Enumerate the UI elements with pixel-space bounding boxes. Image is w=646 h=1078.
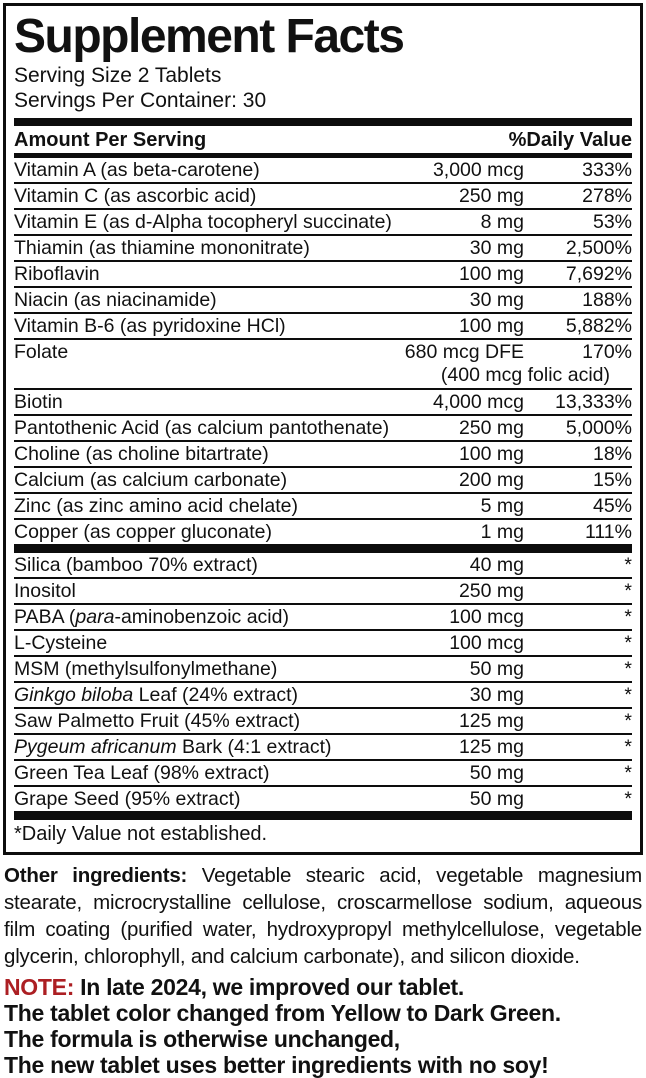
nutrient-row xyxy=(14,785,632,811)
note-line-2: The tablet color changed from Yellow to Dark Green. xyxy=(4,1000,561,1026)
nutrient-row-line xyxy=(14,442,632,466)
serving-size: Serving Size 2 Tablets xyxy=(14,64,222,87)
nutrient-daily-value: * xyxy=(624,736,632,758)
other-ingredients-text: Vegetable stearic acid, vegetable magnesium stearate, microcrystalline cellulose, croscarmellose sodium, aqueous film coating (purified water, hydroxypropyl methylcellulose, vegetable glycerin, chlorophyll, and calcium carbonate), and silicon dioxide. xyxy=(4,864,642,968)
nutrient-name: Saw Palmetto Fruit (45% extract) xyxy=(14,710,301,732)
nutrient-name: Niacin (as niacinamide) xyxy=(14,289,217,311)
nutrient-daily-value: 5,000% xyxy=(565,417,632,439)
nutrient-amount: 30 mg xyxy=(469,289,524,311)
nutrient-daily-value: 7,692% xyxy=(565,263,632,285)
nutrient-row xyxy=(14,553,632,577)
nutrient-row-subtext: (400 mcg folic acid) xyxy=(440,364,610,386)
nutrient-daily-value: 278% xyxy=(582,185,632,207)
nutrient-amount: 125 mg xyxy=(458,710,524,732)
nutrient-amount: 100 mg xyxy=(458,263,524,285)
nutrient-row-line xyxy=(14,236,632,260)
note-line-4: The new tablet uses better ingredients with no soy! xyxy=(4,1052,549,1078)
nutrient-amount: 50 mg xyxy=(469,658,524,680)
nutrient-row xyxy=(14,440,632,466)
nutrient-row xyxy=(14,208,632,234)
nutrient-daily-value: * xyxy=(624,580,632,602)
nutrient-row xyxy=(14,466,632,492)
divider-thick-bottom xyxy=(14,811,632,820)
nutrient-row-line xyxy=(14,553,632,577)
nutrient-name: Inositol xyxy=(14,580,76,602)
nutrient-row xyxy=(14,629,632,655)
nutrient-amount: 3,000 mcg xyxy=(432,159,524,181)
nutrient-row-line xyxy=(14,579,632,603)
nutrient-row xyxy=(14,182,632,208)
nutrient-name: Grape Seed (95% extract) xyxy=(14,788,241,810)
nutrient-daily-value: * xyxy=(624,762,632,784)
column-header-amount: Amount Per Serving xyxy=(14,129,207,151)
nutrient-name: Copper (as copper gluconate) xyxy=(14,521,272,543)
nutrient-amount: 1 mg xyxy=(480,521,524,543)
nutrient-row-line xyxy=(14,683,632,707)
note-paragraph xyxy=(4,974,642,1078)
nutrient-amount: 4,000 mcg xyxy=(432,391,524,413)
nutrient-rows-main xyxy=(14,158,632,544)
nutrient-daily-value: 188% xyxy=(582,289,632,311)
nutrient-name: Folate xyxy=(14,341,69,363)
nutrient-rows-other xyxy=(14,553,632,811)
nutrient-name: Ginkgo biloba Leaf (24% extract) xyxy=(14,684,298,706)
nutrient-name: Calcium (as calcium carbonate) xyxy=(14,469,288,491)
nutrient-daily-value: 333% xyxy=(582,159,632,181)
note-line-3: The formula is otherwise unchanged, xyxy=(4,1026,400,1052)
note-line-1-text: In late 2024, we improved our tablet. xyxy=(74,974,465,1000)
nutrient-amount: 100 mcg xyxy=(449,632,524,654)
nutrient-row xyxy=(14,655,632,681)
nutrient-amount: 250 mg xyxy=(458,417,524,439)
nutrient-row xyxy=(14,707,632,733)
nutrient-row-line xyxy=(14,468,632,492)
nutrient-name: Riboflavin xyxy=(14,263,100,285)
nutrient-daily-value: * xyxy=(624,658,632,680)
nutrient-row-line xyxy=(14,210,632,234)
nutrient-name: Thiamin (as thiamine mononitrate) xyxy=(14,237,310,259)
nutrient-name: Vitamin C (as ascorbic acid) xyxy=(14,185,257,207)
nutrient-row-line xyxy=(14,520,632,544)
nutrient-row xyxy=(14,312,632,338)
nutrient-row xyxy=(14,260,632,286)
nutrient-row-line xyxy=(14,657,632,681)
nutrient-row xyxy=(14,338,632,388)
nutrient-name: PABA (para-aminobenzoic acid) xyxy=(14,606,289,628)
nutrient-row-line xyxy=(14,761,632,785)
nutrient-row-line xyxy=(14,605,632,629)
nutrient-row-line xyxy=(14,340,632,364)
nutrient-daily-value: 45% xyxy=(592,495,632,517)
nutrient-row xyxy=(14,603,632,629)
nutrient-amount: 100 mg xyxy=(458,315,524,337)
nutrient-daily-value: 111% xyxy=(585,521,632,543)
supplement-facts-panel xyxy=(3,3,643,855)
column-header-daily-value: %Daily Value xyxy=(508,129,632,151)
nutrient-name: Choline (as choline bitartrate) xyxy=(14,443,269,465)
nutrient-row-line xyxy=(14,735,632,759)
nutrient-row-line xyxy=(14,184,632,208)
nutrient-row xyxy=(14,158,632,182)
column-header-row xyxy=(14,126,632,153)
nutrient-row xyxy=(14,388,632,414)
nutrient-name: L-Cysteine xyxy=(14,632,108,654)
nutrient-amount: 125 mg xyxy=(458,736,524,758)
nutrient-amount: 250 mg xyxy=(458,185,524,207)
nutrient-amount: 8 mg xyxy=(480,211,524,233)
nutrient-row-line xyxy=(14,314,632,338)
nutrient-amount: 50 mg xyxy=(469,762,524,784)
nutrient-name: Pantothenic Acid (as calcium pantothenate) xyxy=(14,417,390,439)
nutrient-name: Pygeum africanum Bark (4:1 extract) xyxy=(14,736,332,758)
nutrient-row-line xyxy=(14,158,632,182)
nutrient-row xyxy=(14,759,632,785)
nutrient-row xyxy=(14,492,632,518)
nutrient-name: Silica (bamboo 70% extract) xyxy=(14,554,258,576)
nutrient-daily-value: * xyxy=(624,632,632,654)
nutrient-amount: 680 mcg DFE xyxy=(404,341,524,363)
other-ingredients-paragraph xyxy=(4,862,642,970)
nutrient-row xyxy=(14,518,632,544)
nutrient-amount: 40 mg xyxy=(469,554,524,576)
nutrient-row-line xyxy=(14,709,632,733)
nutrient-daily-value: 53% xyxy=(592,211,632,233)
nutrient-daily-value: * xyxy=(624,684,632,706)
nutrient-row-line xyxy=(14,787,632,811)
nutrient-row xyxy=(14,681,632,707)
nutrient-amount: 5 mg xyxy=(480,495,524,517)
nutrient-daily-value: 170% xyxy=(582,341,632,363)
nutrient-row-line xyxy=(14,262,632,286)
panel-title: Supplement Facts xyxy=(14,10,404,63)
nutrient-row-line xyxy=(14,631,632,655)
nutrient-row xyxy=(14,414,632,440)
nutrient-daily-value: * xyxy=(624,554,632,576)
nutrient-amount: 250 mg xyxy=(458,580,524,602)
nutrient-row-line xyxy=(14,390,632,414)
daily-value-footnote: *Daily Value not established. xyxy=(14,823,268,845)
nutrient-daily-value: 13,333% xyxy=(555,391,632,413)
note-line-1 xyxy=(4,974,642,1000)
nutrient-amount: 30 mg xyxy=(469,684,524,706)
other-ingredients-label: Other ingredients: xyxy=(4,864,188,887)
nutrient-name: MSM (methylsulfonylmethane) xyxy=(14,658,278,680)
nutrient-daily-value: 5,882% xyxy=(565,315,632,337)
nutrient-name: Biotin xyxy=(14,391,63,413)
nutrient-row xyxy=(14,733,632,759)
nutrient-amount: 200 mg xyxy=(458,469,524,491)
nutrient-daily-value: 2,500% xyxy=(565,237,632,259)
divider-thick-top xyxy=(14,118,632,126)
servings-per-container: Servings Per Container: 30 xyxy=(14,89,267,112)
nutrient-name: Zinc (as zinc amino acid chelate) xyxy=(14,495,298,517)
nutrient-row xyxy=(14,234,632,260)
nutrient-row-line xyxy=(14,416,632,440)
nutrient-daily-value: 15% xyxy=(592,469,632,491)
nutrient-daily-value: * xyxy=(624,606,632,628)
nutrient-row-line xyxy=(14,494,632,518)
nutrient-amount: 30 mg xyxy=(469,237,524,259)
note-label: NOTE: xyxy=(4,974,75,1000)
nutrient-amount: 100 mg xyxy=(458,443,524,465)
nutrient-daily-value: * xyxy=(624,788,632,810)
nutrient-name: Vitamin B-6 (as pyridoxine HCl) xyxy=(14,315,286,337)
nutrient-row-line xyxy=(14,288,632,312)
nutrient-daily-value: * xyxy=(624,710,632,732)
nutrient-name: Vitamin A (as beta-carotene) xyxy=(14,159,260,181)
nutrient-name: Vitamin E (as d-Alpha tocopheryl succinate) xyxy=(14,211,392,233)
nutrient-amount: 50 mg xyxy=(469,788,524,810)
nutrient-row xyxy=(14,577,632,603)
nutrient-name: Green Tea Leaf (98% extract) xyxy=(14,762,270,784)
divider-thick-middle xyxy=(14,544,632,553)
nutrient-row xyxy=(14,286,632,312)
nutrient-amount: 100 mcg xyxy=(449,606,524,628)
nutrient-daily-value: 18% xyxy=(592,443,632,465)
